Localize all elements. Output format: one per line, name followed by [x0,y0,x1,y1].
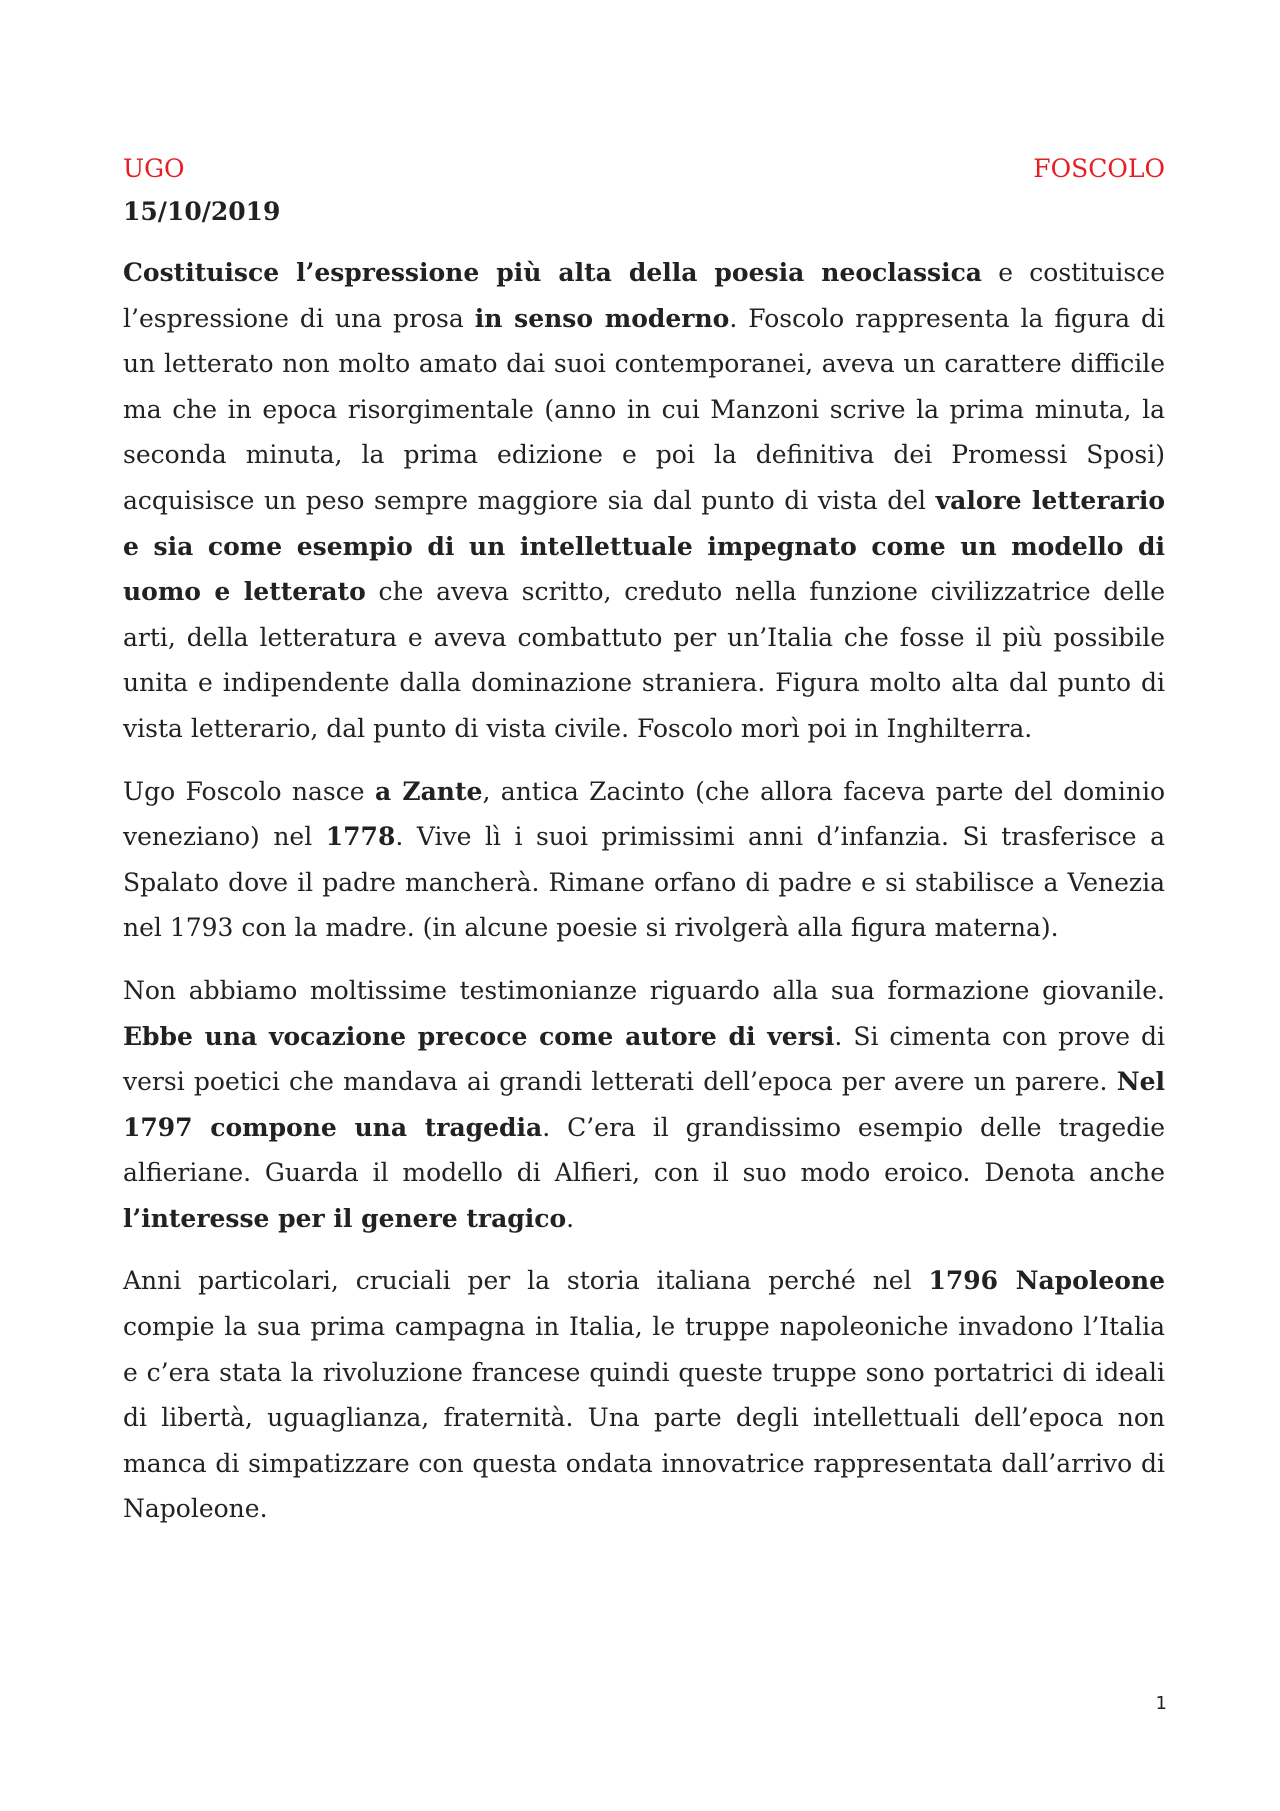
bold-run: 1778 [325,822,396,852]
text-run: . C’era il grandissimo esempio delle tragedie alfieriane. Guarda il modello di Alfieri, con il suo modo eroico. Denota anche [123,1112,1165,1188]
title-left: UGO [123,154,185,183]
bold-run: 1796 Napoleone [928,1266,1165,1296]
text-run: Non abbiamo moltissime testimonianze riguardo alla sua formazione giovanile. [123,975,1165,1005]
document-date: 15/10/2019 [123,197,281,226]
bold-run: Costituisce l’espressione più alta della poesia neoclassica [123,258,983,287]
title-right: FOSCOLO [1033,154,1165,183]
bold-run: Ebbe una vocazione precoce come autore di versi [123,1021,835,1051]
paragraph-4 [123,1258,1165,1532]
text-run: Anni particolari, cruciali per la storia italiana perché nel [123,1266,929,1296]
bold-run: Nel 1797 compone una tragedia [123,1067,1165,1142]
text-run: compie la sua prima campagna in Italia, le truppe napoleoniche invadono l’Italia e c’era stata la rivoluzione francese quindi queste truppe sono portatrici di ideali di libertà, uguaglianza, fraternità. Una parte degli intellettuali dell’epoca non manca di simpatizzare con questa ondata innovatrice rappresentata dall’arrivo di Napoleone. [123,1312,1165,1524]
title-row [123,150,1165,188]
text-run: , antica Zacinto (che allora faceva parte del dominio veneziano) nel [123,776,1165,852]
text-run: . Foscolo rappresenta la figura di un letterato non molto amato dai suoi contemporanei, aveva un carattere difficile ma che in epoca risorgimentale (anno in cui Manzoni scrive la prima minuta, la seconda minuta, la prima edizione e poi la definitiva dei Promessi Sposi) acquisisce un peso sempre maggiore sia dal punto di vista del [123,303,1165,515]
text-run: . [566,1203,575,1233]
bold-run: valore letterario e sia come esempio di un intellettuale impegnato come un modello di uomo e letterato [123,485,1165,607]
text-run: e costituisce l’espressione di una prosa [123,258,1165,333]
bold-run: in senso moderno [474,303,730,333]
text-run: Ugo Foscolo nasce [123,776,375,806]
bold-run: l’interesse per il genere tragico [123,1203,567,1233]
text-run: . Vive lì i suoi primissimi anni d’infanzia. Si trasferisce a Spalato dove il padre mancherà. Rimane orfano di padre e si stabilisce a Venezia nel 1793 con la madre. (in alcune poesie si rivolgerà alla figura materna). [123,822,1165,943]
bold-run: a Zante [374,776,483,806]
document-page [123,150,1165,1549]
paragraph-1 [123,250,1165,752]
paragraph-2 [123,769,1165,951]
paragraph-3 [123,968,1165,1242]
text-run: . Si cimenta con prove di versi poetici che mandava ai grandi letterati dell’epoca per avere un parere. [123,1021,1165,1097]
page-number: 1 [1155,1693,1167,1714]
text-run: che aveva scritto, creduto nella funzione civilizzatrice delle arti, della letteratura e aveva combattuto per un’Italia che fosse il più possibile unita e indipendente dalla dominazione straniera. Figura molto alta dal punto di vista letterario, dal punto di vista civile. Foscolo morì poi in Inghilterra. [123,577,1166,743]
